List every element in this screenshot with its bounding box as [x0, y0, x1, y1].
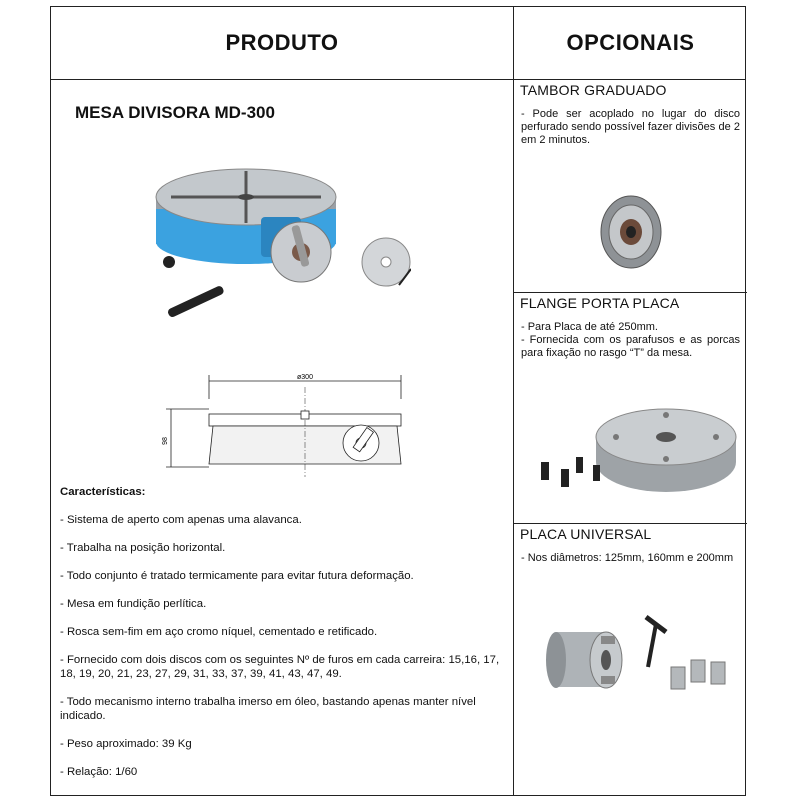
option-flange-title: FLANGE PORTA PLACA: [520, 295, 680, 311]
flange-photo: [521, 407, 741, 502]
characteristics-title: Características:: [60, 486, 146, 498]
characteristic-item: - Sistema de aperto com apenas uma alavanca.: [60, 514, 302, 526]
characteristic-item: - Todo conjunto é tratado termicamente para evitar futura deformação.: [60, 570, 414, 582]
characteristic-item: - Fornecido com dois discos com os seguintes Nº de furos em cada carreira: 15,16, 17, 18, 19, 20, 21, 23, 27, 29, 31, 33, 37, 39, 41, 43, 47, 49.: [60, 654, 500, 680]
technical-drawing: [161, 369, 421, 479]
tambor-photo: [596, 192, 666, 272]
option-placa-title: PLACA UNIVERSAL: [520, 526, 652, 542]
characteristic-item: - Mesa em fundição perlítica.: [60, 598, 207, 610]
option-tambor-title: TAMBOR GRADUADO: [520, 82, 667, 98]
option-placa: [514, 524, 747, 565]
option-placa-desc: [514, 542, 747, 565]
height-label: 98: [162, 437, 169, 445]
option-flange-desc: [514, 311, 747, 360]
chuck-photo: [546, 612, 736, 707]
characteristic-item: - Todo mecanismo interno trabalha imerso em óleo, bastando apenas manter nível indicado.: [60, 696, 476, 722]
option-flange-line: - Para Placa de até 250mm.: [521, 321, 658, 333]
characteristic-item: - Relação: 1/60: [60, 766, 138, 778]
header-produto: PRODUTO: [225, 30, 339, 55]
option-placa-line: - Nos diâmetros: 125mm, 160mm e 200mm: [521, 552, 734, 564]
option-flange-line: - Fornecida com os parafusos e as porcas para fixação no rasgo “T” da mesa.: [521, 334, 740, 359]
characteristic-item: - Peso aproximado: 39 Kg: [60, 738, 192, 750]
spec-sheet: [50, 6, 746, 796]
header-opcionais: OPCIONAIS: [566, 30, 695, 55]
characteristic-item: - Rosca sem-fim em aço cromo níquel, cementado e retificado.: [60, 626, 378, 638]
option-tambor-desc: [514, 98, 747, 147]
characteristic-item: - Trabalha na posição horizontal.: [60, 542, 226, 554]
rotary-table-photo: [151, 157, 411, 337]
option-flange: [514, 293, 747, 360]
diameter-label: ø300: [297, 374, 313, 381]
characteristics: [60, 485, 508, 793]
product-title: MESA DIVISORA MD-300: [75, 103, 275, 122]
option-tambor: [514, 80, 747, 147]
option-tambor-line: - Pode ser acoplado no lugar do disco perfurado sendo possível fazer divisões de 2 em 2 minutos.: [521, 108, 740, 146]
